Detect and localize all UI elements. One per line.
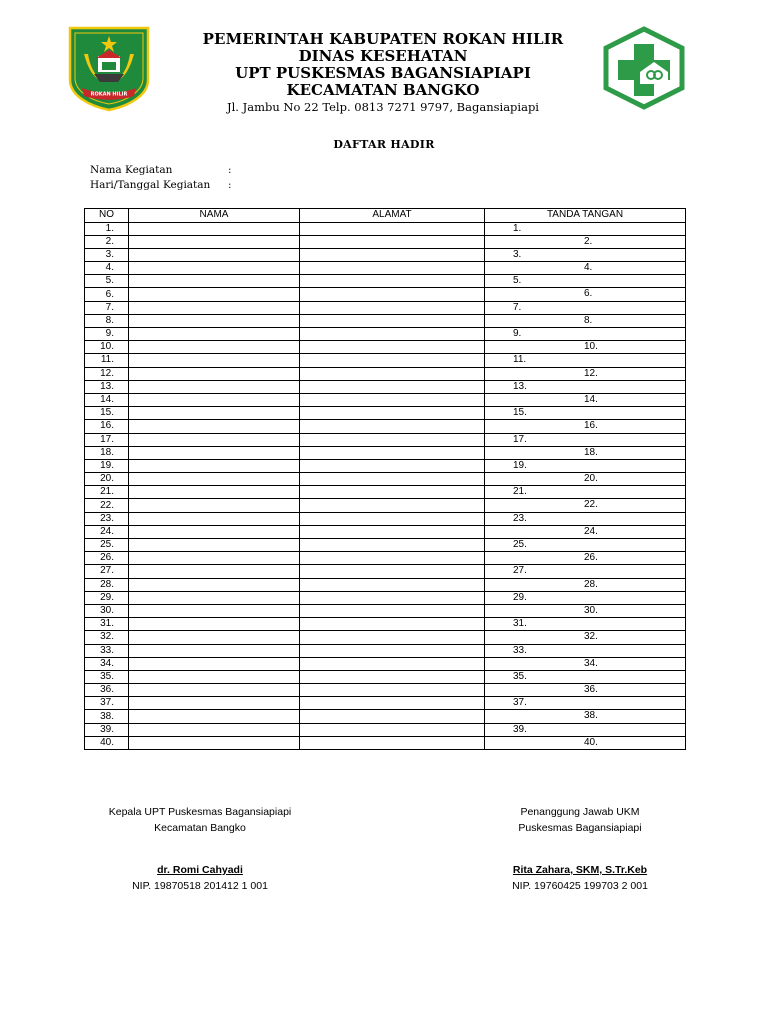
table-row (85, 222, 686, 235)
table-row (85, 288, 686, 301)
row-number: 11. (85, 354, 129, 367)
activity-date-row (90, 178, 232, 193)
signature-cell[interactable] (485, 644, 686, 657)
document-title: DAFTAR HADIR (333, 138, 435, 151)
alamat-cell[interactable] (300, 314, 485, 327)
row-number: 33. (85, 644, 129, 657)
signature-cell[interactable] (485, 393, 686, 406)
row-number: 40. (85, 736, 129, 749)
signature-cell[interactable] (485, 380, 686, 393)
signature-cell[interactable] (485, 367, 686, 380)
nama-cell[interactable] (129, 301, 300, 314)
alamat-cell[interactable] (300, 367, 485, 380)
table-row (85, 552, 686, 565)
row-number: 38. (85, 710, 129, 723)
nama-cell[interactable] (129, 670, 300, 683)
signature-number: 11. (513, 354, 527, 366)
rokan-hilir-emblem-icon (66, 24, 152, 112)
nama-cell[interactable] (129, 512, 300, 525)
alamat-cell[interactable] (300, 525, 485, 538)
row-number: 6. (85, 288, 129, 301)
signature-number: 16. (584, 420, 598, 432)
table-row (85, 262, 686, 275)
signature-cell[interactable] (485, 604, 686, 617)
signature-cell[interactable] (485, 433, 686, 446)
signature-left-subrole: Kecamatan Bangko (154, 822, 246, 834)
table-row (85, 393, 686, 406)
nama-cell[interactable] (129, 552, 300, 565)
alamat-cell[interactable] (300, 380, 485, 393)
nama-cell[interactable] (129, 393, 300, 406)
row-number: 29. (85, 591, 129, 604)
table-row (85, 657, 686, 670)
signature-number: 29. (513, 591, 527, 603)
nama-cell[interactable] (129, 565, 300, 578)
signature-cell[interactable] (485, 248, 686, 261)
alamat-cell[interactable] (300, 486, 485, 499)
nama-cell[interactable] (129, 736, 300, 749)
alamat-cell[interactable] (300, 618, 485, 631)
table-row (85, 301, 686, 314)
activity-name-row (90, 163, 232, 178)
signature-number: 10. (584, 341, 598, 353)
signature-number: 23. (513, 512, 527, 524)
signature-number: 35. (513, 670, 527, 682)
signature-number: 34. (584, 657, 598, 669)
signature-number: 6. (584, 288, 593, 300)
table-row (85, 736, 686, 749)
signature-number: 30. (584, 604, 598, 616)
alamat-cell[interactable] (300, 288, 485, 301)
alamat-cell[interactable] (300, 512, 485, 525)
signature-cell[interactable] (485, 552, 686, 565)
signature-cell[interactable] (485, 631, 686, 644)
nama-cell[interactable] (129, 710, 300, 723)
alamat-cell[interactable] (300, 631, 485, 644)
alamat-cell[interactable] (300, 644, 485, 657)
signature-number: 36. (584, 684, 598, 696)
row-number: 13. (85, 380, 129, 393)
signature-cell[interactable] (485, 591, 686, 604)
row-number: 21. (85, 486, 129, 499)
signature-number: 38. (584, 710, 598, 722)
header-district: KECAMATAN BANGKO (286, 81, 480, 99)
row-number: 5. (85, 275, 129, 288)
signature-right-role: Penanggung Jawab UKM (520, 806, 640, 818)
table-row (85, 367, 686, 380)
nama-cell[interactable] (129, 697, 300, 710)
table-row (85, 525, 686, 538)
signature-cell[interactable] (485, 275, 686, 288)
header-alamat: ALAMAT (300, 209, 485, 223)
nama-cell[interactable] (129, 618, 300, 631)
table-header-row (85, 209, 686, 223)
signature-cell[interactable] (485, 262, 686, 275)
nama-cell[interactable] (129, 473, 300, 486)
nama-cell[interactable] (129, 446, 300, 459)
nama-cell[interactable] (129, 367, 300, 380)
row-number: 17. (85, 433, 129, 446)
activity-date-colon: : (228, 179, 232, 191)
alamat-cell[interactable] (300, 670, 485, 683)
nama-cell[interactable] (129, 486, 300, 499)
nama-cell[interactable] (129, 354, 300, 367)
signature-number: 1. (513, 222, 522, 234)
signature-cell[interactable] (485, 301, 686, 314)
nama-cell[interactable] (129, 380, 300, 393)
alamat-cell[interactable] (300, 539, 485, 552)
nama-cell[interactable] (129, 459, 300, 472)
alamat-cell[interactable] (300, 459, 485, 472)
nama-cell[interactable] (129, 235, 300, 248)
alamat-cell[interactable] (300, 499, 485, 512)
activity-name-label: Nama Kegiatan (90, 164, 173, 176)
signature-cell[interactable] (485, 525, 686, 538)
row-number: 15. (85, 407, 129, 420)
nama-cell[interactable] (129, 328, 300, 341)
signature-left-nip: NIP. 19870518 201412 1 001 (132, 880, 268, 892)
signature-cell[interactable] (485, 710, 686, 723)
signature-cell[interactable] (485, 670, 686, 683)
nama-cell[interactable] (129, 591, 300, 604)
signature-number: 7. (513, 301, 522, 313)
alamat-cell[interactable] (300, 393, 485, 406)
signature-cell[interactable] (485, 486, 686, 499)
signature-cell[interactable] (485, 697, 686, 710)
signature-number: 19. (513, 459, 527, 471)
table-row (85, 710, 686, 723)
alamat-cell[interactable] (300, 446, 485, 459)
alamat-cell[interactable] (300, 697, 485, 710)
alamat-cell[interactable] (300, 604, 485, 617)
row-number: 27. (85, 565, 129, 578)
row-number: 22. (85, 499, 129, 512)
row-number: 32. (85, 631, 129, 644)
nama-cell[interactable] (129, 657, 300, 670)
row-number: 20. (85, 473, 129, 486)
table-row (85, 591, 686, 604)
row-number: 28. (85, 578, 129, 591)
signature-right-nip: NIP. 19760425 199703 2 001 (512, 880, 648, 892)
signature-number: 5. (513, 275, 522, 287)
table-body (85, 222, 686, 750)
alamat-cell[interactable] (300, 248, 485, 261)
nama-cell[interactable] (129, 723, 300, 736)
table-row (85, 354, 686, 367)
signature-right-subrole: Puskesmas Bagansiapiapi (518, 822, 642, 834)
signature-left-name: dr. Romi Cahyadi (157, 864, 243, 876)
table-row (85, 618, 686, 631)
alamat-cell[interactable] (300, 341, 485, 354)
table-row (85, 341, 686, 354)
row-number: 36. (85, 684, 129, 697)
table-row (85, 486, 686, 499)
attendance-table (84, 208, 686, 750)
row-number: 1. (85, 222, 129, 235)
table-row (85, 407, 686, 420)
signature-cell[interactable] (485, 473, 686, 486)
signature-number: 31. (513, 618, 527, 630)
emblem-ribbon-text: ROKAN HILIR (90, 91, 128, 98)
signature-number: 15. (513, 407, 527, 419)
signature-number: 12. (584, 367, 598, 379)
signature-cell[interactable] (485, 328, 686, 341)
nama-cell[interactable] (129, 222, 300, 235)
signature-number: 39. (513, 723, 527, 735)
alamat-cell[interactable] (300, 565, 485, 578)
table-row (85, 433, 686, 446)
signature-cell[interactable] (485, 657, 686, 670)
signature-number: 27. (513, 565, 527, 577)
row-number: 16. (85, 420, 129, 433)
nama-cell[interactable] (129, 499, 300, 512)
signature-number: 32. (584, 631, 598, 643)
signature-cell[interactable] (485, 539, 686, 552)
signature-number: 24. (584, 525, 598, 537)
row-number: 39. (85, 723, 129, 736)
alamat-cell[interactable] (300, 723, 485, 736)
signature-number: 21. (513, 486, 527, 498)
row-number: 35. (85, 670, 129, 683)
row-number: 18. (85, 446, 129, 459)
signature-cell[interactable] (485, 618, 686, 631)
row-number: 8. (85, 314, 129, 327)
signature-number: 9. (513, 328, 522, 339)
header-no: NO (85, 209, 129, 223)
alamat-cell[interactable] (300, 552, 485, 565)
table-row (85, 314, 686, 327)
table-row (85, 420, 686, 433)
signature-number: 26. (584, 552, 598, 564)
table-row (85, 644, 686, 657)
signature-left (86, 804, 314, 894)
row-number: 3. (85, 248, 129, 261)
signature-number: 25. (513, 539, 527, 550)
header-tanda-tangan: TANDA TANGAN (485, 209, 686, 223)
signature-cell[interactable] (485, 459, 686, 472)
row-number: 30. (85, 604, 129, 617)
signature-cell[interactable] (485, 736, 686, 749)
signature-number: 13. (513, 380, 527, 392)
row-number: 19. (85, 459, 129, 472)
nama-cell[interactable] (129, 604, 300, 617)
signature-cell[interactable] (485, 723, 686, 736)
nama-cell[interactable] (129, 341, 300, 354)
nama-cell[interactable] (129, 262, 300, 275)
table-row (85, 473, 686, 486)
nama-cell[interactable] (129, 275, 300, 288)
nama-cell[interactable] (129, 578, 300, 591)
nama-cell[interactable] (129, 288, 300, 301)
signature-cell[interactable] (485, 288, 686, 301)
signature-cell[interactable] (485, 341, 686, 354)
nama-cell[interactable] (129, 644, 300, 657)
table-row (85, 235, 686, 248)
row-number: 14. (85, 393, 129, 406)
signature-number: 40. (584, 736, 598, 748)
alamat-cell[interactable] (300, 420, 485, 433)
signature-number: 4. (584, 262, 593, 274)
signature-number: 22. (584, 499, 598, 511)
signature-cell[interactable] (485, 354, 686, 367)
signature-number: 3. (513, 248, 522, 260)
header-address: Jl. Jambu No 22 Telp. 0813 7271 9797, Bagansiapiapi (227, 100, 539, 114)
row-number: 25. (85, 539, 129, 552)
table-row (85, 578, 686, 591)
signature-cell[interactable] (485, 407, 686, 420)
signature-cell[interactable] (485, 420, 686, 433)
signature-cell[interactable] (485, 499, 686, 512)
row-number: 34. (85, 657, 129, 670)
row-number: 4. (85, 262, 129, 275)
row-number: 23. (85, 512, 129, 525)
signature-cell[interactable] (485, 222, 686, 235)
signature-number: 14. (584, 393, 598, 405)
table-row (85, 275, 686, 288)
nama-cell[interactable] (129, 314, 300, 327)
alamat-cell[interactable] (300, 657, 485, 670)
alamat-cell[interactable] (300, 407, 485, 420)
row-number: 10. (85, 341, 129, 354)
signature-cell[interactable] (485, 578, 686, 591)
activity-date-label: Hari/Tanggal Kegiatan (90, 179, 211, 191)
table-row (85, 723, 686, 736)
signature-left-role: Kepala UPT Puskesmas Bagansiapiapi (108, 806, 292, 818)
table-row (85, 512, 686, 525)
row-number: 37. (85, 697, 129, 710)
header-government: PEMERINTAH KABUPATEN ROKAN HILIR (202, 30, 564, 48)
alamat-cell[interactable] (300, 222, 485, 235)
nama-cell[interactable] (129, 539, 300, 552)
nama-cell[interactable] (129, 407, 300, 420)
alamat-cell[interactable] (300, 736, 485, 749)
alamat-cell[interactable] (300, 235, 485, 248)
table-row (85, 565, 686, 578)
row-number: 2. (85, 235, 129, 248)
table-row (85, 539, 686, 552)
row-number: 12. (85, 367, 129, 380)
table-row (85, 248, 686, 261)
alamat-cell[interactable] (300, 328, 485, 341)
signature-number: 18. (584, 446, 598, 458)
table-row (85, 380, 686, 393)
header-unit: UPT PUSKESMAS BAGANSIAPIAPI (235, 64, 531, 82)
header-nama: NAMA (129, 209, 300, 223)
alamat-cell[interactable] (300, 591, 485, 604)
alamat-cell[interactable] (300, 710, 485, 723)
table-row (85, 459, 686, 472)
signature-number: 2. (584, 235, 593, 247)
puskesmas-logo-icon (600, 26, 688, 110)
signature-number: 17. (513, 433, 527, 445)
signature-number: 8. (584, 314, 593, 326)
table-row (85, 684, 686, 697)
signature-number: 33. (513, 644, 527, 656)
table-row (85, 328, 686, 341)
row-number: 24. (85, 525, 129, 538)
table-row (85, 499, 686, 512)
table-row (85, 604, 686, 617)
signature-cell[interactable] (485, 446, 686, 459)
signature-cell[interactable] (485, 684, 686, 697)
table-row (85, 631, 686, 644)
row-number: 9. (85, 328, 129, 341)
table-row (85, 697, 686, 710)
signature-right-name: Rita Zahara, SKM, S.Tr.Keb (512, 864, 648, 876)
nama-cell[interactable] (129, 631, 300, 644)
activity-info (90, 163, 232, 193)
alamat-cell[interactable] (300, 684, 485, 697)
nama-cell[interactable] (129, 684, 300, 697)
alamat-cell[interactable] (300, 354, 485, 367)
alamat-cell[interactable] (300, 301, 485, 314)
signature-number: 37. (513, 697, 527, 709)
alamat-cell[interactable] (300, 473, 485, 486)
signature-cell[interactable] (485, 565, 686, 578)
alamat-cell[interactable] (300, 262, 485, 275)
nama-cell[interactable] (129, 420, 300, 433)
nama-cell[interactable] (129, 433, 300, 446)
letterhead (150, 31, 616, 115)
signature-cell[interactable] (485, 314, 686, 327)
alamat-cell[interactable] (300, 275, 485, 288)
nama-cell[interactable] (129, 248, 300, 261)
nama-cell[interactable] (129, 525, 300, 538)
row-number: 26. (85, 552, 129, 565)
header-agency: DINAS KESEHATAN (298, 47, 468, 65)
signature-cell[interactable] (485, 235, 686, 248)
alamat-cell[interactable] (300, 433, 485, 446)
row-number: 31. (85, 618, 129, 631)
activity-name-colon: : (228, 164, 232, 176)
table-row (85, 446, 686, 459)
signature-number: 28. (584, 578, 598, 590)
signature-right (470, 804, 690, 894)
table-row (85, 670, 686, 683)
signature-cell[interactable] (485, 512, 686, 525)
alamat-cell[interactable] (300, 578, 485, 591)
signature-number: 20. (584, 473, 598, 485)
row-number: 7. (85, 301, 129, 314)
